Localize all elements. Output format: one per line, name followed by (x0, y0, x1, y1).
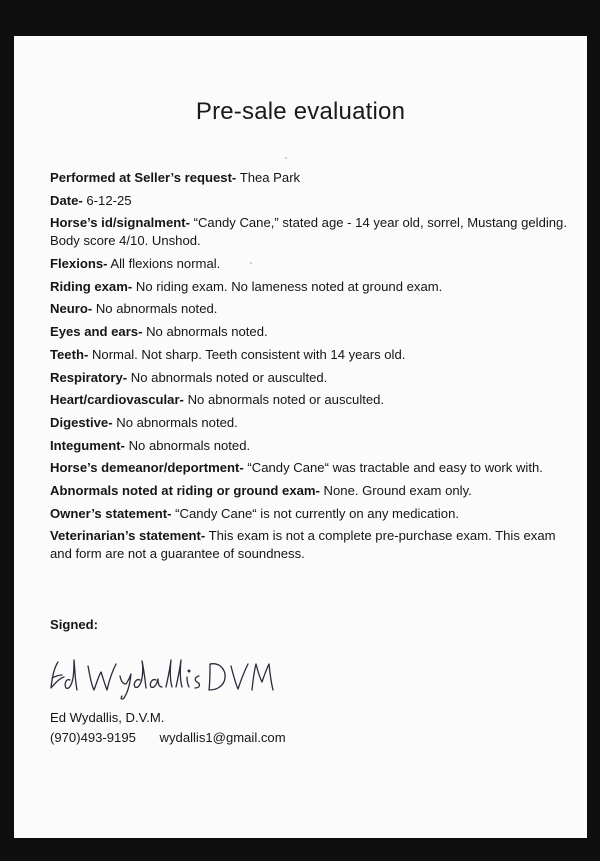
field-value: 6-12-25 (86, 192, 132, 208)
field-value: Thea Park (239, 170, 301, 185)
field-owner-statement (50, 505, 570, 523)
signer-phone: (970)493-9195 (50, 730, 136, 745)
field-label: Digestive- (50, 414, 113, 430)
field-value: “Candy Cane,” stated age - 14 year old, sorrel, Mustang gelding. Body score 4/10. Unshod. (50, 215, 567, 249)
field-value: All flexions normal. (110, 256, 221, 272)
field-performed-at (50, 169, 570, 187)
field-integument (50, 437, 570, 455)
field-teeth (50, 346, 570, 364)
field-label: Date- (50, 192, 83, 208)
field-demeanor (50, 459, 570, 477)
paper-speck (250, 262, 252, 264)
field-label: Heart/cardiovascular- (50, 392, 184, 408)
field-respiratory (50, 369, 570, 387)
field-label: Horse’s id/signalment- (50, 215, 190, 231)
field-riding-exam (50, 278, 570, 296)
field-label: Eyes and ears- (50, 324, 143, 340)
field-value: “Candy Cane“ was tractable and easy to work with. (247, 460, 543, 476)
document-title: Pre-sale evaluation (195, 98, 406, 125)
document-page (14, 36, 587, 838)
signed-label: Signed: (50, 617, 99, 632)
field-value: This exam is not a complete pre-purchase exam. This exam and form are not a guarantee of soundness. (50, 528, 556, 562)
paper-speck (285, 157, 287, 159)
field-vet-statement (50, 527, 570, 563)
field-signalment (50, 214, 570, 250)
field-value: No abnormals noted or ausculted. (187, 392, 385, 408)
field-value: No abnormals noted. (95, 301, 218, 317)
field-value: No abnormals noted or ausculted. (130, 369, 328, 385)
field-eyes-ears (50, 323, 570, 341)
field-label: Veterinarian’s statement- (50, 528, 206, 544)
field-neuro (50, 300, 570, 318)
field-value: No abnormals noted. (146, 324, 268, 340)
evaluation-fields (50, 169, 570, 568)
field-label: Riding exam- (50, 278, 133, 294)
signer-contact (50, 728, 286, 748)
field-cardiovascular (50, 391, 570, 409)
field-value: Normal. Not sharp. Teeth consistent with 14 years old. (91, 346, 406, 362)
signer-name: Ed Wydallis, D.V.M. (50, 710, 165, 725)
handwritten-signature (44, 644, 294, 704)
field-label: Teeth- (50, 346, 89, 362)
field-value: No abnormals noted. (128, 437, 251, 453)
field-abnormals (50, 482, 570, 500)
signer-email: wydallis1@gmail.com (159, 730, 286, 745)
field-label: Owner’s statement- (50, 505, 172, 521)
field-label: Flexions- (50, 256, 108, 272)
field-label: Horse’s demeanor/deportment- (50, 460, 244, 476)
field-value: No riding exam. No lameness noted at ground exam. (135, 278, 443, 294)
field-label: Respiratory- (50, 369, 128, 385)
field-value: “Candy Cane“ is not currently on any medication. (175, 505, 459, 521)
field-label: Abnormals noted at riding or ground exam- (50, 482, 320, 498)
field-label: Neuro- (50, 301, 93, 317)
field-value: No abnormals noted. (116, 414, 238, 430)
field-value: None. Ground exam only. (323, 482, 472, 498)
field-label: Performed at Seller’s request- (50, 170, 237, 185)
field-digestive (50, 414, 570, 432)
field-flexions (50, 255, 570, 273)
field-date (50, 192, 570, 210)
signer-block (50, 708, 286, 748)
field-label: Integument- (50, 437, 125, 453)
